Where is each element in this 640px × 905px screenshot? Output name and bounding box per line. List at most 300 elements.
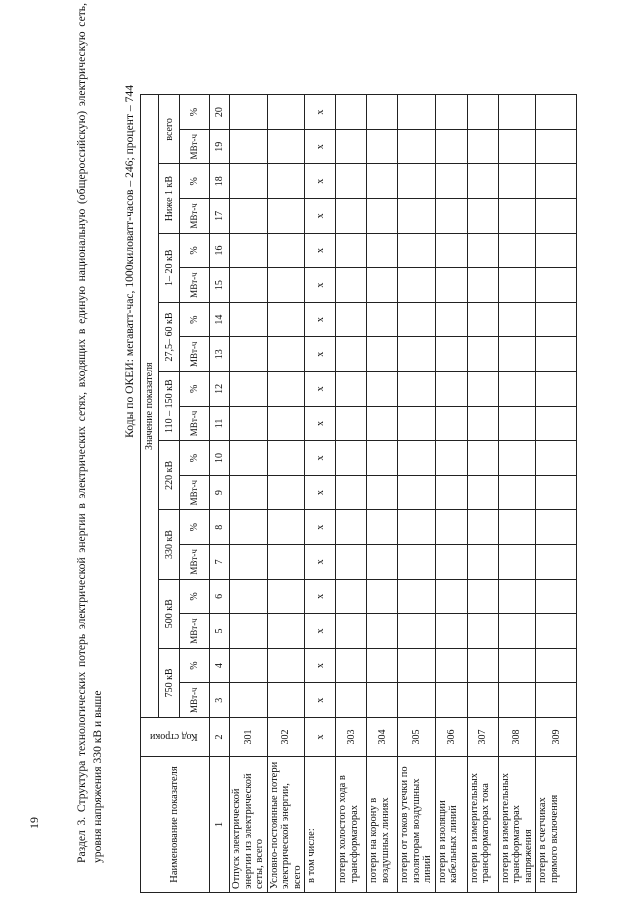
value-cell	[536, 441, 577, 476]
value-cell	[467, 95, 498, 130]
value-cell	[367, 683, 398, 718]
row-name	[336, 757, 367, 893]
value-cell	[336, 95, 367, 130]
value-cell-text: x	[314, 351, 326, 357]
value-cell	[336, 614, 367, 649]
value-cell	[305, 129, 336, 164]
value-cell	[467, 510, 498, 545]
value-cell	[467, 302, 498, 337]
value-cell	[305, 683, 336, 718]
row-code	[267, 718, 305, 757]
row-code-text: 303	[345, 729, 357, 745]
value-cell	[536, 164, 577, 199]
column-number	[210, 545, 230, 580]
value-cell	[536, 648, 577, 683]
value-cell	[230, 545, 268, 580]
column-number	[210, 683, 230, 718]
value-cell-text: x	[314, 628, 326, 634]
subheader-mwh	[180, 545, 210, 580]
value-cell	[267, 302, 305, 337]
value-cell	[467, 129, 498, 164]
value-cell	[336, 129, 367, 164]
value-cell	[467, 199, 498, 234]
voltage-group	[159, 579, 180, 648]
value-cell	[367, 337, 398, 372]
row-name	[467, 757, 498, 893]
value-cell	[367, 579, 398, 614]
column-number	[210, 510, 230, 545]
value-cell	[536, 233, 577, 268]
value-cell	[398, 372, 436, 407]
column-number-text: 5	[214, 628, 225, 634]
row-code	[498, 718, 536, 757]
value-cell	[498, 648, 536, 683]
value-cell	[230, 164, 268, 199]
subheader-mwh-text: МВт-ч	[189, 618, 199, 644]
subheader-percent	[180, 372, 210, 407]
subheader-percent	[180, 95, 210, 130]
value-cell	[267, 475, 305, 510]
subheader-mwh-text: МВт-ч	[189, 687, 199, 713]
row-code-text: 307	[477, 729, 488, 745]
value-cell	[467, 233, 498, 268]
column-number-text: 19	[214, 141, 225, 152]
row-code	[336, 718, 367, 757]
column-number	[210, 302, 230, 337]
value-cell	[267, 372, 305, 407]
subheader-percent-text: %	[189, 246, 200, 255]
row-name	[367, 757, 398, 893]
row-name-text: Условно-постоянные потери электрической энергии, всего	[268, 761, 303, 889]
column-number	[210, 475, 230, 510]
value-cell	[230, 579, 268, 614]
value-cell	[305, 648, 336, 683]
value-cell	[536, 475, 577, 510]
value-cell	[435, 441, 467, 476]
column-number	[210, 441, 230, 476]
subheader-mwh	[180, 683, 210, 718]
value-cell	[267, 614, 305, 649]
value-cell	[498, 337, 536, 372]
subheader-percent-text: %	[189, 592, 200, 601]
value-cell	[267, 441, 305, 476]
voltage-group	[159, 441, 180, 510]
row-code	[435, 718, 467, 757]
row-name	[498, 757, 536, 893]
value-cell	[305, 337, 336, 372]
value-cell	[435, 302, 467, 337]
voltage-group	[159, 233, 180, 302]
value-cell	[367, 614, 398, 649]
voltage-group	[159, 164, 180, 233]
value-cell	[305, 302, 336, 337]
subheader-mwh	[180, 129, 210, 164]
value-cell	[536, 302, 577, 337]
value-cell	[230, 233, 268, 268]
value-cell	[467, 337, 498, 372]
value-cell	[267, 406, 305, 441]
value-cell	[367, 441, 398, 476]
value-cell	[267, 545, 305, 580]
value-cell	[435, 164, 467, 199]
row-name-text: потери в измерительных трансформаторах напряжения	[499, 772, 534, 883]
value-cell	[536, 199, 577, 234]
value-cell	[336, 337, 367, 372]
value-cell	[267, 129, 305, 164]
column-number	[210, 579, 230, 614]
value-cell	[498, 475, 536, 510]
row-name-text: потери в измерительных трансформаторах тока	[468, 772, 491, 883]
value-cell	[467, 579, 498, 614]
header-values	[141, 95, 159, 718]
value-cell	[498, 199, 536, 234]
voltage-group-text: 220 кВ	[163, 460, 175, 490]
value-cell-text: x	[314, 386, 326, 392]
column-number	[210, 648, 230, 683]
column-number-text: 6	[214, 593, 225, 599]
row-name	[536, 757, 577, 893]
value-cell	[536, 683, 577, 718]
value-cell	[435, 545, 467, 580]
value-cell	[498, 614, 536, 649]
value-cell	[336, 545, 367, 580]
row-name-text: потери в счетчиках прямого включения	[537, 794, 560, 883]
value-cell	[435, 129, 467, 164]
value-cell	[398, 475, 436, 510]
value-cell	[367, 129, 398, 164]
row-name-text: потери от токов утечки по изоляторам воздушных линий	[399, 766, 433, 883]
value-cell-text: x	[314, 144, 326, 150]
value-cell	[398, 579, 436, 614]
row-name	[398, 757, 436, 893]
row-code	[398, 718, 436, 757]
voltage-group-text: Ниже 1 кВ	[163, 175, 175, 222]
value-cell	[336, 372, 367, 407]
subheader-mwh	[180, 268, 210, 303]
value-cell	[398, 129, 436, 164]
column-number	[210, 233, 230, 268]
value-cell	[536, 510, 577, 545]
subheader-percent	[180, 441, 210, 476]
value-cell	[230, 648, 268, 683]
subheader-percent	[180, 648, 210, 683]
voltage-group-text: 27,5– 60 кВ	[163, 312, 175, 362]
value-cell	[230, 337, 268, 372]
value-cell	[367, 475, 398, 510]
value-cell	[398, 337, 436, 372]
value-cell	[398, 614, 436, 649]
value-cell	[398, 199, 436, 234]
value-cell	[305, 95, 336, 130]
value-cell	[498, 579, 536, 614]
value-cell	[336, 510, 367, 545]
value-cell	[435, 337, 467, 372]
value-cell	[367, 233, 398, 268]
value-cell	[435, 614, 467, 649]
value-cell	[305, 268, 336, 303]
subheader-percent-text: %	[189, 453, 200, 463]
value-cell	[498, 441, 536, 476]
section-title: Раздел 3. Структура технологических потерь электрической энергии в электрических сетях, входящих в единую национальную (общероссийскую) электрическую сеть, уровня напряжения 330 кВ и выше	[75, 3, 104, 863]
value-cell-text: x	[314, 593, 326, 599]
subheader-percent-text: %	[189, 107, 200, 117]
value-cell	[336, 579, 367, 614]
value-cell-text: x	[314, 663, 326, 669]
value-cell	[267, 95, 305, 130]
value-cell	[336, 199, 367, 234]
column-number-text: 11	[214, 418, 225, 429]
voltage-group-text: 500 кВ	[163, 599, 175, 629]
value-cell	[305, 545, 336, 580]
value-cell	[230, 614, 268, 649]
value-cell	[305, 233, 336, 268]
value-cell	[435, 510, 467, 545]
value-cell	[467, 614, 498, 649]
value-cell	[398, 95, 436, 130]
column-number-text: 2	[214, 734, 225, 740]
value-cell	[230, 441, 268, 476]
value-cell	[398, 441, 436, 476]
value-cell	[498, 95, 536, 130]
row-name-text: потери холостого хода в трансформаторах	[337, 775, 360, 883]
column-number	[210, 337, 230, 372]
column-number-text: 20	[214, 107, 225, 118]
value-cell	[367, 164, 398, 199]
subheader-mwh-text: МВт-ч	[189, 479, 199, 506]
value-cell	[435, 579, 467, 614]
value-cell	[230, 129, 268, 164]
column-number-text: 15	[214, 280, 225, 291]
value-cell	[435, 683, 467, 718]
value-cell	[467, 268, 498, 303]
page-number: 19	[27, 817, 41, 829]
subheader-percent-text: %	[189, 315, 200, 324]
value-cell	[367, 95, 398, 130]
subheader-mwh-text: МВт-ч	[189, 410, 199, 437]
value-cell	[398, 233, 436, 268]
column-number-text: 18	[214, 176, 225, 187]
value-cell	[305, 406, 336, 441]
subheader-mwh	[180, 199, 210, 234]
voltage-group	[159, 95, 180, 164]
value-cell-text: x	[314, 697, 326, 703]
subheader-percent-text: %	[189, 177, 200, 186]
column-number	[210, 372, 230, 407]
row-code-text: 302	[280, 729, 292, 745]
value-cell	[305, 372, 336, 407]
value-cell	[536, 129, 577, 164]
row-code-text: 308	[511, 729, 523, 745]
value-cell	[305, 199, 336, 234]
value-cell	[267, 648, 305, 683]
value-cell	[230, 475, 268, 510]
value-cell	[435, 268, 467, 303]
row-code	[367, 718, 398, 757]
value-cell	[435, 475, 467, 510]
value-cell	[498, 545, 536, 580]
value-cell	[230, 372, 268, 407]
value-cell	[498, 302, 536, 337]
value-cell	[367, 268, 398, 303]
value-cell	[498, 233, 536, 268]
column-number	[210, 757, 230, 893]
value-cell-text: x	[314, 455, 326, 461]
value-cell	[467, 545, 498, 580]
voltage-group-text: 1– 20 кВ	[163, 249, 175, 287]
value-cell	[467, 683, 498, 718]
value-cell	[467, 406, 498, 441]
value-cell	[336, 441, 367, 476]
value-cell	[267, 268, 305, 303]
value-cell	[230, 268, 268, 303]
column-number-text: 4	[214, 663, 225, 669]
value-cell	[398, 406, 436, 441]
value-cell	[367, 199, 398, 234]
subheader-mwh-text: МВт-ч	[189, 341, 199, 367]
value-cell	[467, 475, 498, 510]
value-cell	[498, 129, 536, 164]
value-cell	[467, 164, 498, 199]
value-cell	[305, 441, 336, 476]
value-cell	[305, 510, 336, 545]
column-number	[210, 129, 230, 164]
row-name	[230, 757, 268, 893]
value-cell	[467, 441, 498, 476]
value-cell	[305, 579, 336, 614]
value-cell	[536, 579, 577, 614]
row-name-text: потери в изоляции кабельных линий	[436, 800, 459, 883]
value-cell	[435, 199, 467, 234]
value-cell	[336, 302, 367, 337]
row-code	[467, 718, 498, 757]
value-cell	[398, 648, 436, 683]
row-name	[267, 757, 305, 893]
value-cell	[336, 683, 367, 718]
header-name	[141, 757, 210, 893]
header-values-text: Значение показателя	[144, 362, 155, 450]
row-code-text: 305	[410, 729, 422, 745]
column-number	[210, 718, 230, 757]
value-cell	[305, 164, 336, 199]
column-number-text: 9	[214, 490, 225, 496]
value-cell	[536, 545, 577, 580]
header-code-text: Код строки	[149, 731, 198, 743]
voltage-group-text: всего	[163, 118, 175, 141]
subheader-percent-text: %	[189, 661, 200, 670]
value-cell-text: x	[314, 213, 326, 219]
voltage-group	[159, 648, 180, 717]
value-cell	[230, 302, 268, 337]
value-cell	[367, 372, 398, 407]
value-cell	[536, 372, 577, 407]
value-cell	[498, 510, 536, 545]
row-name-text: Отпуск электрической энергии из электрической сеты, всего	[231, 773, 265, 889]
header-name-text: Наименование показателя	[169, 766, 181, 883]
voltage-group	[159, 302, 180, 371]
value-cell	[367, 648, 398, 683]
value-cell	[398, 545, 436, 580]
column-number-text: 1	[213, 821, 225, 828]
subheader-percent	[180, 164, 210, 199]
subheader-percent-text: %	[189, 384, 200, 394]
row-code	[536, 718, 577, 757]
value-cell	[305, 475, 336, 510]
voltage-group	[159, 372, 180, 441]
column-number-text: 16	[214, 245, 225, 256]
value-cell	[536, 614, 577, 649]
voltage-group-text: 110 – 150 кВ	[163, 379, 175, 433]
subheader-mwh-text: МВт-ч	[189, 133, 199, 160]
value-cell	[467, 648, 498, 683]
value-cell	[498, 164, 536, 199]
row-code	[230, 718, 268, 757]
row-code-text: x	[314, 734, 326, 740]
subheader-mwh	[180, 406, 210, 441]
row-code	[305, 718, 336, 757]
value-cell	[367, 406, 398, 441]
subheader-mwh	[180, 614, 210, 649]
value-cell	[435, 406, 467, 441]
subheader-mwh	[180, 337, 210, 372]
value-cell	[536, 268, 577, 303]
value-cell	[230, 683, 268, 718]
row-code-text: 304	[376, 729, 388, 745]
subheader-mwh-text: МВт-ч	[189, 272, 199, 298]
value-cell	[230, 95, 268, 130]
subheader-percent	[180, 233, 210, 268]
value-cell	[336, 648, 367, 683]
value-cell	[435, 95, 467, 130]
voltage-group-text: 330 кВ	[163, 530, 175, 560]
voltage-group	[159, 510, 180, 579]
value-cell	[398, 510, 436, 545]
value-cell	[267, 510, 305, 545]
voltage-group-text: 750 кВ	[163, 668, 175, 698]
header-code	[141, 718, 210, 757]
column-number-text: 13	[214, 349, 225, 360]
column-number-text: 12	[214, 383, 225, 394]
subheader-mwh	[180, 475, 210, 510]
value-cell-text: x	[314, 524, 326, 530]
units-note: Коды по ОКЕИ: мегаватт-час, 1000киловатт-часов – 246; процент – 744	[123, 85, 136, 438]
value-cell	[336, 475, 367, 510]
value-cell	[498, 372, 536, 407]
value-cell-text: x	[314, 420, 326, 426]
row-code-text: 306	[445, 729, 457, 745]
value-cell	[536, 406, 577, 441]
column-number	[210, 614, 230, 649]
subheader-percent	[180, 510, 210, 545]
column-number	[210, 164, 230, 199]
value-cell	[398, 683, 436, 718]
row-name	[435, 757, 467, 893]
value-cell	[230, 510, 268, 545]
value-cell	[336, 268, 367, 303]
value-cell	[435, 648, 467, 683]
value-cell	[398, 268, 436, 303]
value-cell	[435, 372, 467, 407]
column-number-text: 14	[214, 314, 225, 325]
subheader-percent	[180, 302, 210, 337]
value-cell	[498, 683, 536, 718]
column-number-text: 10	[214, 453, 225, 464]
value-cell	[267, 233, 305, 268]
value-cell	[498, 268, 536, 303]
subheader-percent-text: %	[189, 523, 200, 532]
row-name	[305, 757, 336, 893]
column-number-text: 17	[214, 210, 225, 221]
value-cell	[267, 164, 305, 199]
